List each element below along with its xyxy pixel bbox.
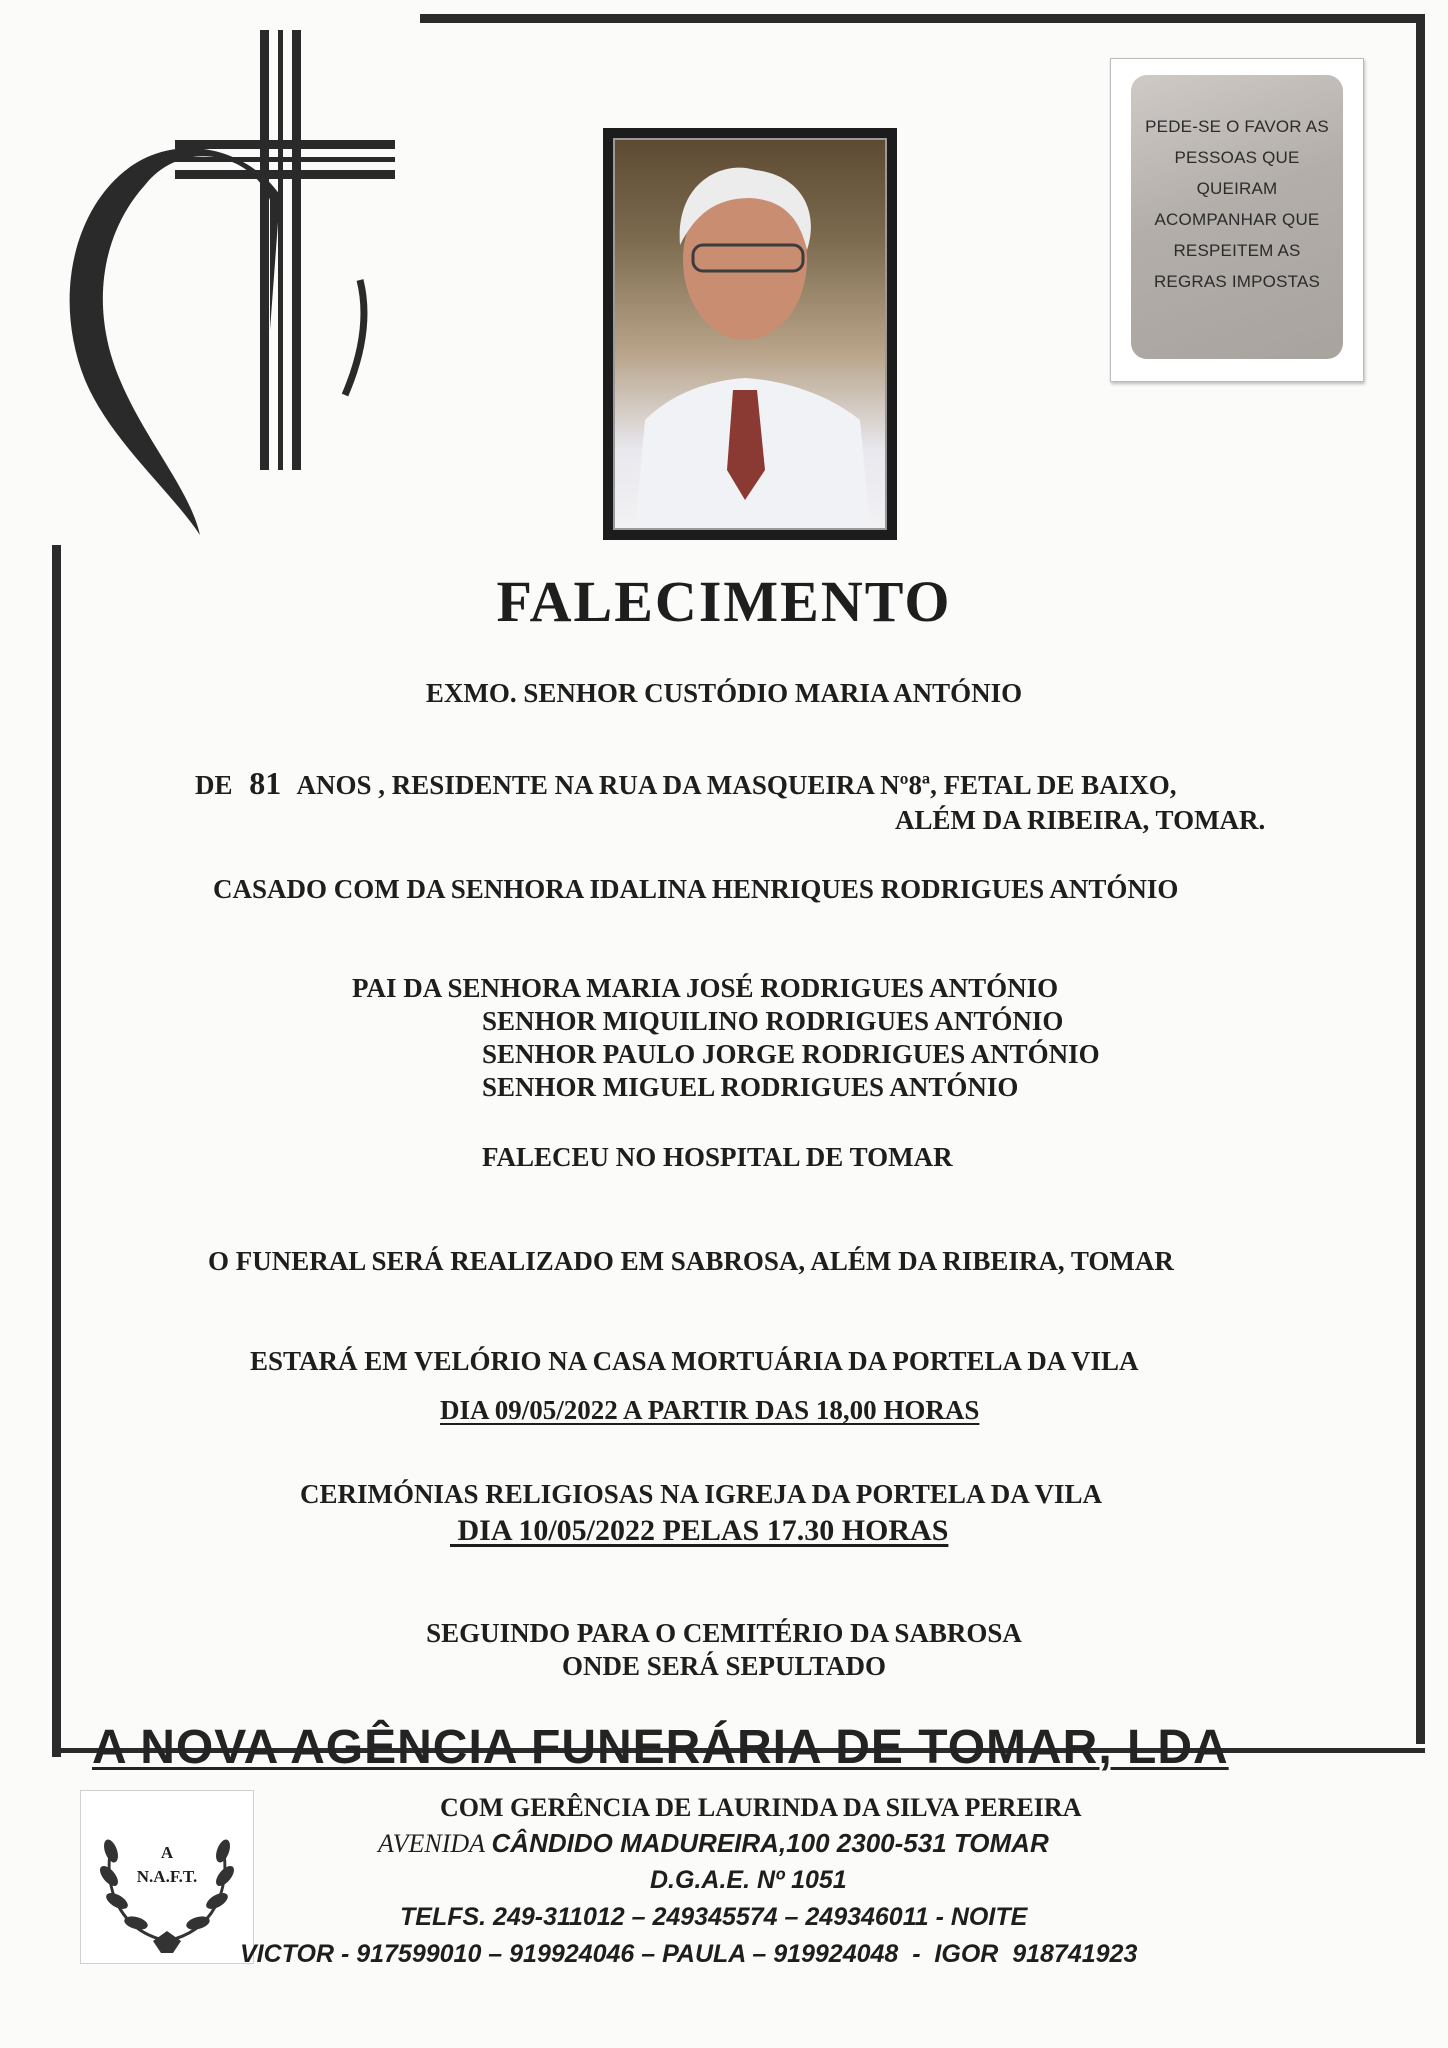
death-place: FALECEU NO HOSPITAL DE TOMAR [482, 1142, 953, 1172]
age-value: 81 [249, 765, 282, 801]
agency-logo [80, 1790, 254, 1964]
agency-management: COM GERÊNCIA DE LAURINDA DA SILVA PEREIRA [440, 1793, 1082, 1822]
agency-dgae: D.G.A.E. Nº 1051 [650, 1866, 847, 1894]
age-suffix: ANOS , RESIDENTE NA RUA DA MASQUEIRA Nº8ª, FETAL DE BAIXO, [296, 770, 1177, 800]
logo-letter: A [160, 1843, 174, 1862]
frame-right-bar [1416, 14, 1425, 1744]
deceased-portrait [603, 128, 897, 540]
child-line-1: PAI DA SENHORA MARIA JOSÉ RODRIGUES ANTÓNIO [352, 973, 1059, 1003]
burial-line-2: ONDE SERÁ SEPULTADO [561, 1651, 887, 1681]
age-line [195, 765, 1176, 802]
portrait-image [613, 138, 887, 530]
agency-address-line [378, 1828, 1049, 1859]
funeral-location: O FUNERAL SERÁ REALIZADO EM SABROSA, ALÉM DA RIBEIRA, TOMAR [208, 1246, 1174, 1276]
wake-date: DIA 09/05/2022 A PARTIR DAS 18,00 HORAS [440, 1395, 980, 1425]
frame-top-bar [420, 14, 1425, 23]
logo-text: N.A.F.T. [136, 1867, 198, 1886]
notice-plate [1131, 75, 1343, 359]
child-line-4: SENHOR MIGUEL RODRIGUES ANTÓNIO [482, 1072, 1019, 1102]
wake-location: ESTARÁ EM VELÓRIO NA CASA MORTUÁRIA DA PORTELA DA VILA [250, 1346, 1139, 1376]
address-line-2: ALÉM DA RIBEIRA, TOMAR. [895, 805, 1266, 835]
age-prefix: DE [195, 770, 233, 800]
agency-address-label: AVENIDA [378, 1829, 486, 1858]
deceased-name: EXMO. SENHOR CUSTÓDIO MARIA ANTÓNIO [425, 678, 1023, 708]
child-line-2: SENHOR MIQUILINO RODRIGUES ANTÓNIO [482, 1006, 1064, 1036]
spouse-line: CASADO COM DA SENHORA IDALINA HENRIQUES RODRIGUES ANTÓNIO [213, 874, 1179, 904]
cross-heart-icon [60, 20, 420, 550]
agency-night-contacts: VICTOR - 917599010 – 919924046 – PAULA – 919924048 - IGOR 918741923 [240, 1940, 1138, 1968]
agency-address: CÂNDIDO MADUREIRA,100 2300-531 TOMAR [491, 1828, 1049, 1858]
notice-text: PEDE-SE O FAVOR AS PESSOAS QUE QUEIRAM ACOMPANHAR QUE RESPEITEM AS REGRAS IMPOSTAS [1145, 117, 1329, 291]
notice-plaque [1110, 58, 1364, 382]
page-title: FALECIMENTO [496, 569, 952, 634]
child-line-3: SENHOR PAULO JORGE RODRIGUES ANTÓNIO [482, 1039, 1100, 1069]
ceremony-date: DIA 10/05/2022 PELAS 17.30 HORAS [450, 1514, 949, 1547]
ceremony-location: CERIMÓNIAS RELIGIOSAS NA IGREJA DA PORTELA DA VILA [300, 1479, 1102, 1509]
agency-phones: TELFS. 249-311012 – 249345574 – 249346011 - NOITE [400, 1903, 1028, 1931]
frame-left-bar [52, 545, 61, 1757]
agency-name: A NOVA AGÊNCIA FUNERÁRIA DE TOMAR, LDA [92, 1721, 1229, 1774]
burial-line-1: SEGUINDO PARA O CEMITÉRIO DA SABROSA [426, 1618, 1022, 1648]
